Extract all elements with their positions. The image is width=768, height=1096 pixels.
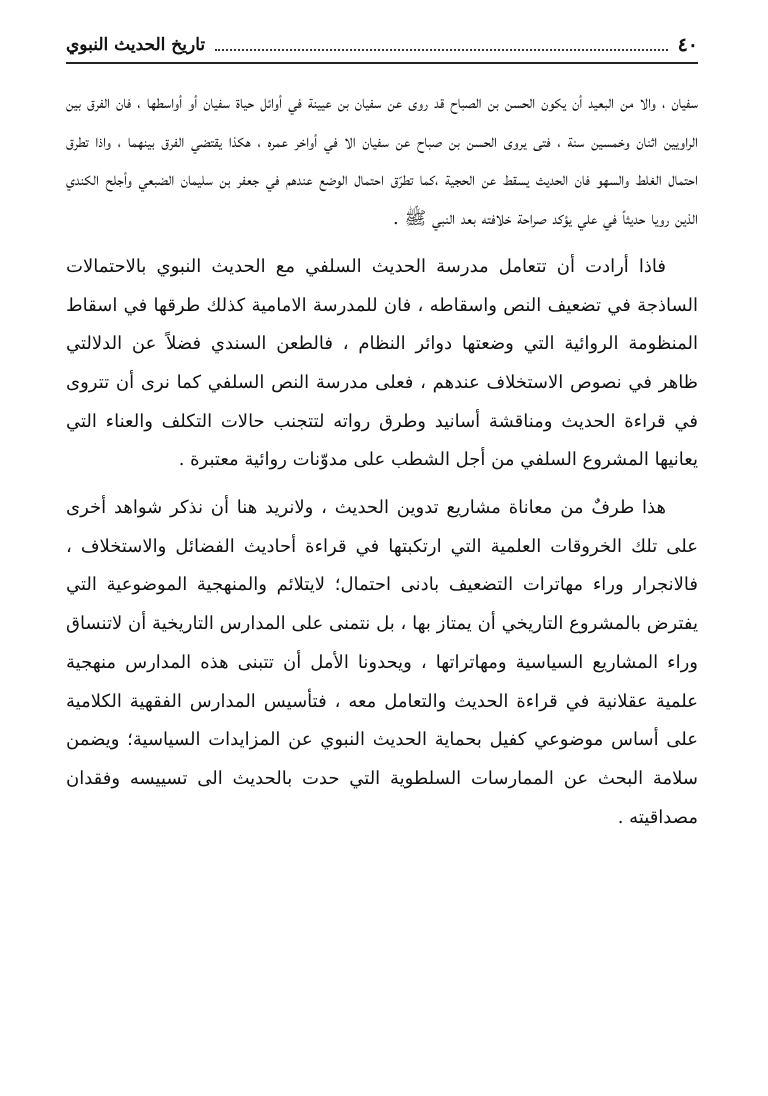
running-title: تاريخ الحديث النبوي xyxy=(66,35,206,55)
paragraph: هذا طرفٌ من معاناة مشاريع تدوين الحديث ، ولانريد هنا أن نذكر شواهد أخرى على تلك الخروقات العلمية التي ارتكبتها في قراءة أحاديث الفضائل والاستخلاف ، فالانجرار وراء مهاترات التضعيف بادنى احتمال؛ لايتلائم والمنهجية الموضوعية التي يفترض بالمشروع التاريخي أن يمتاز بها ، بل نتمنى على المدارس التاريخية أن لاتنساق وراء المشاريع السياسية ومهاتراتها ، ويحدونا الأمل أن تتبنى هذه المدارس منهجية علمية عقلانية في قراءة الحديث والتعامل معه ، فتأسيس المدارس الفقهية الكلامية على أساس موضوعي كفيل بحماية الحديث النبوي عن المزايدات السياسية؛ ويضمن سلامة البحث عن الممارسات السلطوية التي حدت بالحديث الى تسييسه وفقدان مصداقيته . xyxy=(66,497,698,828)
dot-leader xyxy=(215,39,667,51)
page-number: ٤٠ xyxy=(677,34,698,56)
paragraph: سفيان ، والا من البعيد أن يكون الحسن بن الصباح قد روى عن سفيان بن عيينة في أوائل حياة سفيان أو أواسطها ، فان الفرق بين الراويين اثنان وخمسين سنة ، فتى يروى الحسن بن صباح عن سفيان الا في أواخر عمره ، هكذا يقتضي الفرق بينهما ، واذا تطرق احتمال الغلط والسهو فان الحديث يسقط عن الحجية ،كما تطرّق احتمال الوضع عندهم في جعفر بن سليمان الضبعي وأجلح الكندي الذين رويا حديثاً في علي يؤكد صراحة خلافته بعد النبي ﷺ . xyxy=(66,92,698,230)
running-header xyxy=(66,28,698,64)
body-text xyxy=(66,84,698,846)
paragraph: فاذا أرادت أن تتعامل مدرسة الحديث السلفي مع الحديث النبوي بالاحتمالات الساذجة في تضعيف النص واسقاطه ، فان للمدرسة الامامية كذلك طرقها في اسقاط المنظومة الروائية التي وضعتها دوائر النظام ، فالطعن السندي فضلاً عن الدلالتي ظاهر في نصوص الاستخلاف عندهم ، فعلى مدرسة النص السلفي كما نرى أن تتروى في قراءة الحديث ومناقشة أسانيد وطرق رواته لتتجنب حالات التكلف والعناء التي يعانيها المشروع السلفي من أجل الشطب على مدوّنات روائية معتبرة . xyxy=(66,255,698,471)
